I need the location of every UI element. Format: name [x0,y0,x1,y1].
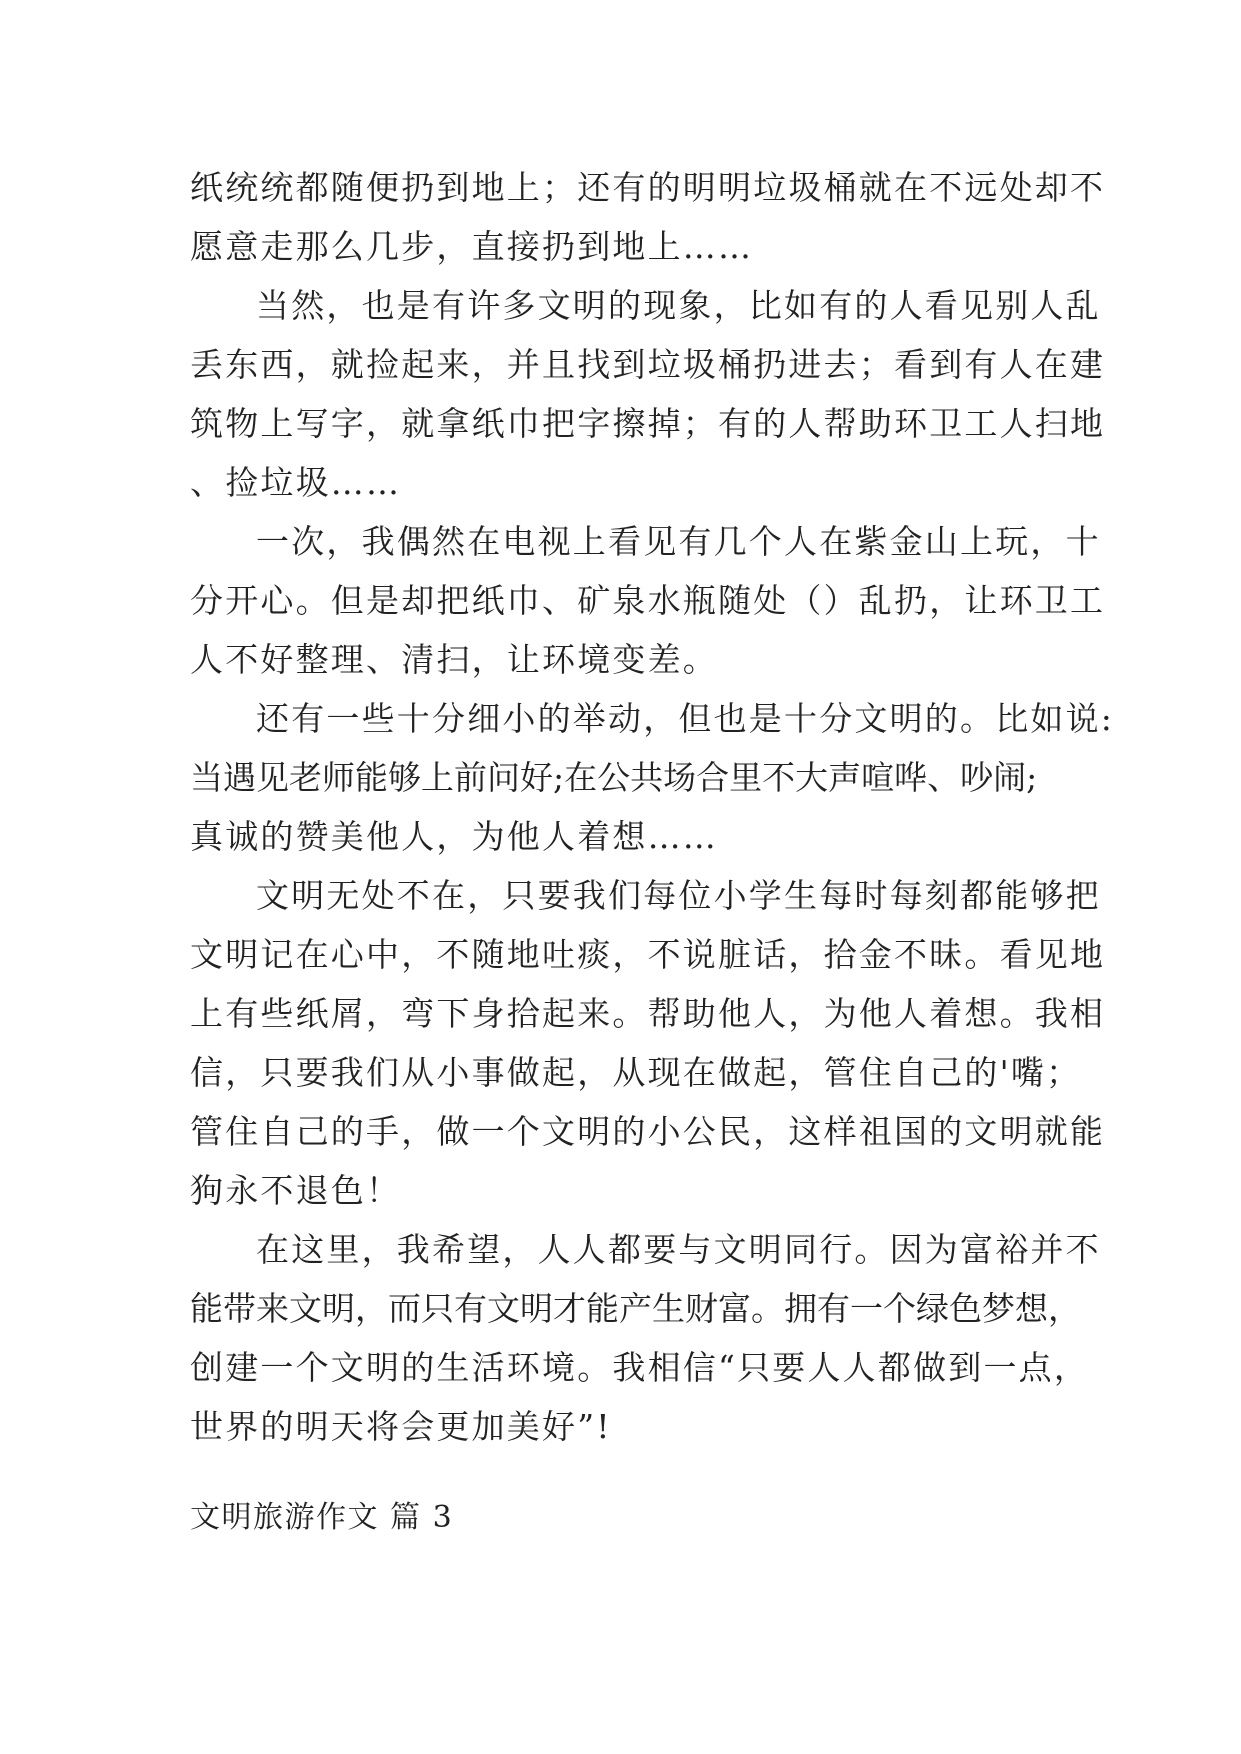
paragraph [190,512,1106,689]
paragraph-line: 世界的明天将会更加美好”! [190,1407,612,1446]
paragraph-line: 还有一些十分细小的举动，但也是十分文明的。比如说: [256,699,1115,738]
paragraph-line: 创建一个文明的生活环境。我相信“只要人人都做到一点， [190,1348,1090,1387]
paragraph-line: 文明无处不在，只要我们每位小学生每时每刻都能够把 [256,876,1101,915]
paragraph-line: 在这里，我希望，人人都要与文明同行。因为富裕并不 [256,1230,1101,1269]
paragraph-line: 人不好整理、清扫，让环境变差。 [190,640,718,679]
paragraph-line: 狗永不退色！ [190,1171,402,1210]
paragraph-line: 当然，也是有许多文明的现象，比如有的人看见别人乱 [256,286,1101,325]
paragraph-line: 当遇见老师能够上前问好;在公共场合里不大声喧哗、吵闹; [190,758,1038,797]
paragraph-line: 能带来文明，而只有文明才能产生财富。拥有一个绿色梦想， [190,1289,1081,1328]
paragraph-line: 真诚的赞美他人，为他人着想…… [190,817,718,856]
paragraph-line: 、捡垃圾…… [190,463,402,502]
paragraph-line: 分开心。但是却把纸巾、矿泉水瓶随处（）乱扔，让环卫工 [190,581,1106,620]
paragraph [190,689,1115,866]
paragraph-line: 愿意走那么几步，直接扔到地上…… [190,227,754,266]
article-body [190,158,1115,1456]
paragraph-line: 一次，我偶然在电视上看见有几个人在紫金山上玩，十 [256,522,1101,561]
paragraph-line: 管住自己的手，做一个文明的小公民，这样祖国的文明就能 [190,1112,1106,1151]
paragraph-line: 文明记在心中，不随地吐痰，不说脏话，拾金不昧。看见地 [190,935,1106,974]
paragraph-line: 筑物上写字，就拿纸巾把字擦掉；有的人帮助环卫工人扫地 [190,404,1106,443]
paragraph [190,866,1106,1220]
paragraph [190,276,1106,512]
paragraph-line: 上有些纸屑，弯下身拾起来。帮助他人，为他人着想。我相 [190,994,1106,1033]
paragraph-line: 纸统统都随便扔到地上；还有的明明垃圾桶就在不远处却不 [190,168,1106,207]
paragraph-line: 丢东西，就捡起来，并且找到垃圾桶扔进去；看到有人在建 [190,345,1106,384]
paragraph-line: 信，只要我们从小事做起，从现在做起，管住自己的'嘴； [190,1053,1082,1092]
section-heading: 文明旅游作文 篇 3 [190,1500,454,1535]
paragraph [190,1220,1101,1456]
paragraph [190,158,1106,276]
